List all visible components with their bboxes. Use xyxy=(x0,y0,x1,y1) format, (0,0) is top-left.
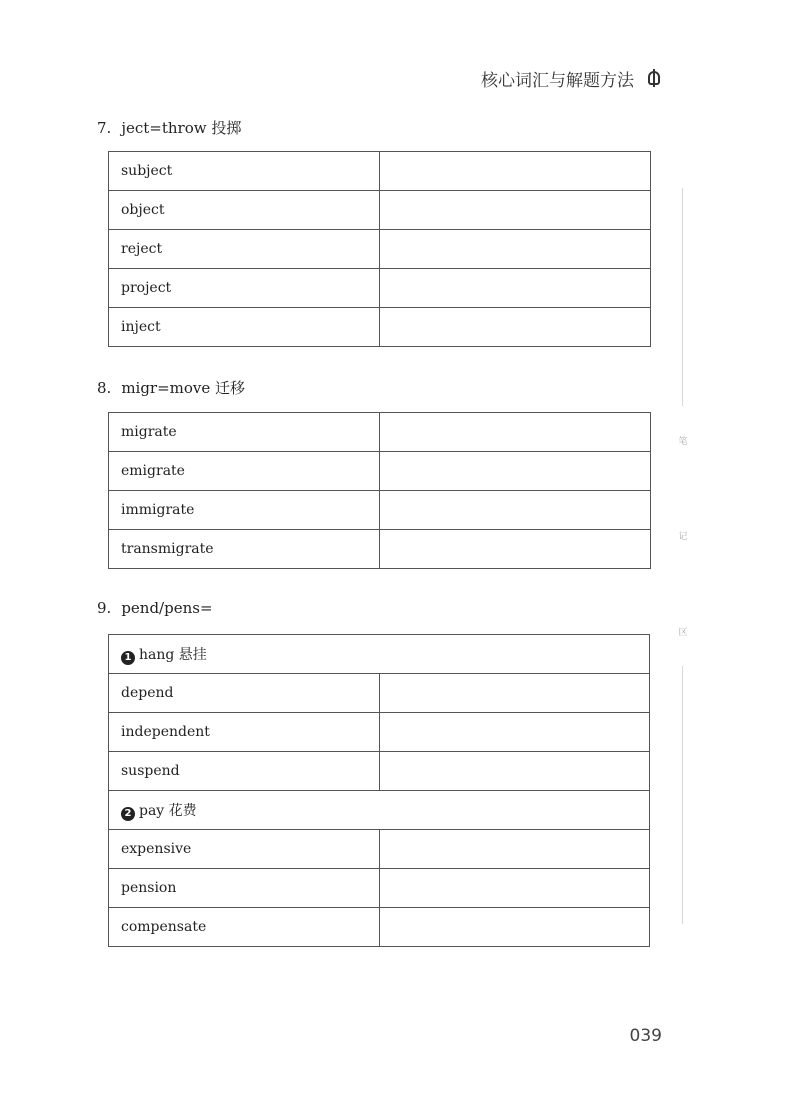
table-row xyxy=(109,191,651,230)
answer-cell xyxy=(380,308,651,347)
section-number: 8. xyxy=(97,379,112,397)
word-cell: suspend xyxy=(109,752,380,791)
notes-margin-char: 区 xyxy=(678,628,688,638)
word-cell: subject xyxy=(109,152,380,191)
section-title-ject xyxy=(97,117,241,138)
running-header-title: 核心词汇与解题方法 xyxy=(481,70,634,91)
table-row xyxy=(109,230,651,269)
section-title-migr xyxy=(97,377,245,398)
answer-cell xyxy=(380,191,651,230)
word-cell: project xyxy=(109,269,380,308)
word-cell: immigrate xyxy=(109,491,380,530)
answer-cell xyxy=(380,530,651,569)
section-heading: ject=throw 投掷 xyxy=(121,119,242,137)
answer-cell xyxy=(380,269,651,308)
word-cell: transmigrate xyxy=(109,530,380,569)
section-heading: migr=move 迁移 xyxy=(121,379,246,397)
word-cell: migrate xyxy=(109,413,380,452)
word-cell: object xyxy=(109,191,380,230)
notes-margin-line-top xyxy=(682,188,683,406)
vocab-table-migr xyxy=(108,412,651,569)
word-cell: pension xyxy=(109,869,380,908)
table-row xyxy=(109,413,651,452)
word-cell: inject xyxy=(109,308,380,347)
subgroup-heading xyxy=(109,791,650,830)
subgroup-meaning: hang 悬挂 xyxy=(139,646,207,663)
bookmark-icon xyxy=(648,69,660,87)
answer-cell xyxy=(380,452,651,491)
vocab-table-pend xyxy=(108,634,650,947)
word-cell: independent xyxy=(109,713,380,752)
notes-margin-char: 记 xyxy=(678,532,688,542)
word-cell: emigrate xyxy=(109,452,380,491)
answer-cell xyxy=(379,713,650,752)
number-badge: 1 xyxy=(121,651,135,665)
running-header xyxy=(481,64,660,92)
table-row xyxy=(109,908,650,947)
answer-cell xyxy=(379,752,650,791)
answer-cell xyxy=(380,152,651,191)
notes-margin-char: 笔 xyxy=(678,437,688,447)
table-row xyxy=(109,269,651,308)
table-subheader-row xyxy=(109,635,650,674)
table-row xyxy=(109,830,650,869)
table-row xyxy=(109,674,650,713)
table-row xyxy=(109,869,650,908)
word-cell: depend xyxy=(109,674,380,713)
vocab-table-ject xyxy=(108,151,651,347)
table-row xyxy=(109,152,651,191)
table-row xyxy=(109,491,651,530)
table-row xyxy=(109,752,650,791)
section-heading: pend/pens= xyxy=(121,599,213,617)
table-row xyxy=(109,452,651,491)
word-cell: expensive xyxy=(109,830,380,869)
page-number: 039 xyxy=(629,1026,662,1046)
table-subheader-row xyxy=(109,791,650,830)
table-row xyxy=(109,308,651,347)
notes-margin-line-bottom xyxy=(682,666,683,924)
section-number: 9. xyxy=(97,599,112,617)
answer-cell xyxy=(379,869,650,908)
answer-cell xyxy=(379,908,650,947)
section-number: 7. xyxy=(97,119,112,137)
section-title-pend xyxy=(97,599,213,617)
answer-cell xyxy=(379,830,650,869)
word-cell: reject xyxy=(109,230,380,269)
answer-cell xyxy=(380,491,651,530)
subgroup-meaning: pay 花费 xyxy=(139,802,197,819)
table-row xyxy=(109,713,650,752)
number-badge: 2 xyxy=(121,807,135,821)
answer-cell xyxy=(380,413,651,452)
subgroup-heading xyxy=(109,635,650,674)
answer-cell xyxy=(380,230,651,269)
answer-cell xyxy=(379,674,650,713)
table-row xyxy=(109,530,651,569)
word-cell: compensate xyxy=(109,908,380,947)
